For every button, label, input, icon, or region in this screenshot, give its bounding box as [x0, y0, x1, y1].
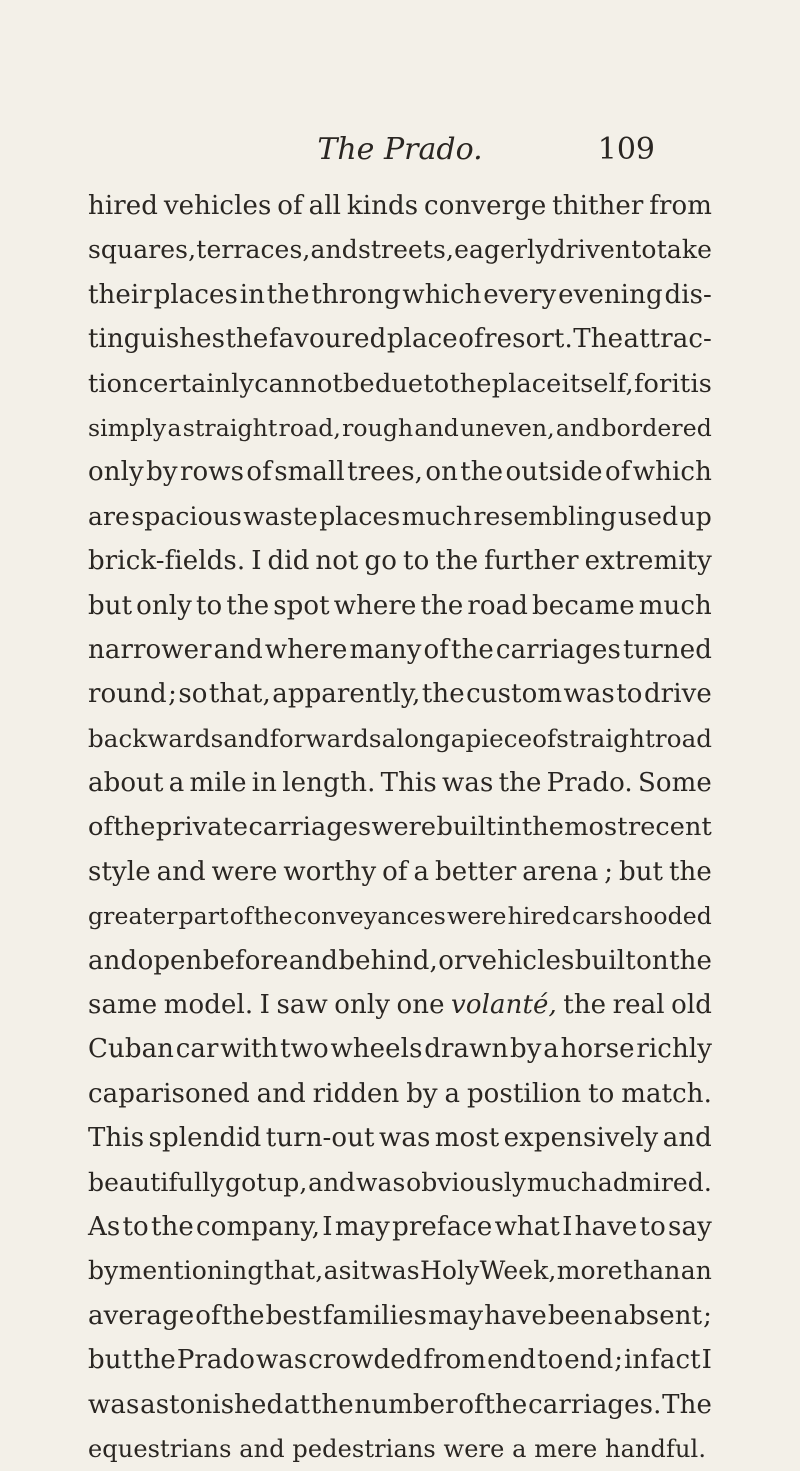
- text-line: hired vehicles of all kinds converge thither from: [88, 191, 712, 221]
- text-line: tinguishes the favoured place of resort. The attrac-: [88, 324, 712, 355]
- text-line: round ; so that, apparently, the custom was to drive: [88, 679, 712, 710]
- text-line: by mentioning that, as it was Holy Week, more than an: [88, 1256, 712, 1286]
- text-line: brick-fields. I did not go to the further extremity: [88, 546, 712, 577]
- text-line: style and were worthy of a better arena ; but the: [88, 856, 712, 887]
- text-line: greater part of the conveyances were hired cars hooded: [88, 902, 712, 931]
- text-line: and open before and behind, or vehicles built on the: [88, 945, 712, 976]
- text-line: but the Prado was crowded from end to end ; in fact I: [88, 1345, 712, 1376]
- text-line: equestrians and pedestrians were a mere handful.: [88, 1434, 707, 1463]
- text-line: simply a straight road, rough and uneven, and bordered: [88, 413, 712, 442]
- text-line: same model. I saw only one volanté, the real old: [88, 990, 712, 1021]
- text-line: As to the company, I may preface what I have to say: [88, 1211, 712, 1242]
- text-line: caparisoned and ridden by a postilion to match.: [88, 1078, 712, 1109]
- running-head: [0, 132, 800, 172]
- text-line: squares, terraces, and streets, eagerly driven to take: [88, 235, 712, 265]
- text-line: Cuban car with two wheels drawn by a horse richly: [88, 1034, 712, 1065]
- body-text: [88, 184, 712, 1471]
- text-line: their places in the throng which every evening dis-: [88, 279, 712, 310]
- text-line: narrower and where many of the carriages turned: [88, 634, 712, 665]
- text-line: but only to the spot where the road became much: [88, 590, 712, 621]
- text-line: This splendid turn-out was most expensively and: [88, 1123, 712, 1154]
- text-line: was astonished at the number of the carriages. The: [88, 1389, 712, 1420]
- text-line: of the private carriages were built in the most recent: [88, 812, 712, 843]
- text-line: about a mile in length. This was the Prado. Some: [88, 768, 712, 799]
- running-title: The Prado.: [317, 132, 483, 167]
- text-line: average of the best families may have been absent ;: [88, 1300, 712, 1331]
- text-line: tion certainly cannot be due to the place itself, for it is: [88, 368, 712, 399]
- text-line: only by rows of small trees, on the outside of which: [88, 457, 712, 488]
- text-line: beautifully got up, and was obviously much admired.: [88, 1167, 712, 1197]
- text-line: backwards and forwards along a piece of straight road: [88, 723, 713, 753]
- page-number: 109: [597, 132, 655, 167]
- text-line: are spacious waste places much resembling used up: [88, 501, 712, 531]
